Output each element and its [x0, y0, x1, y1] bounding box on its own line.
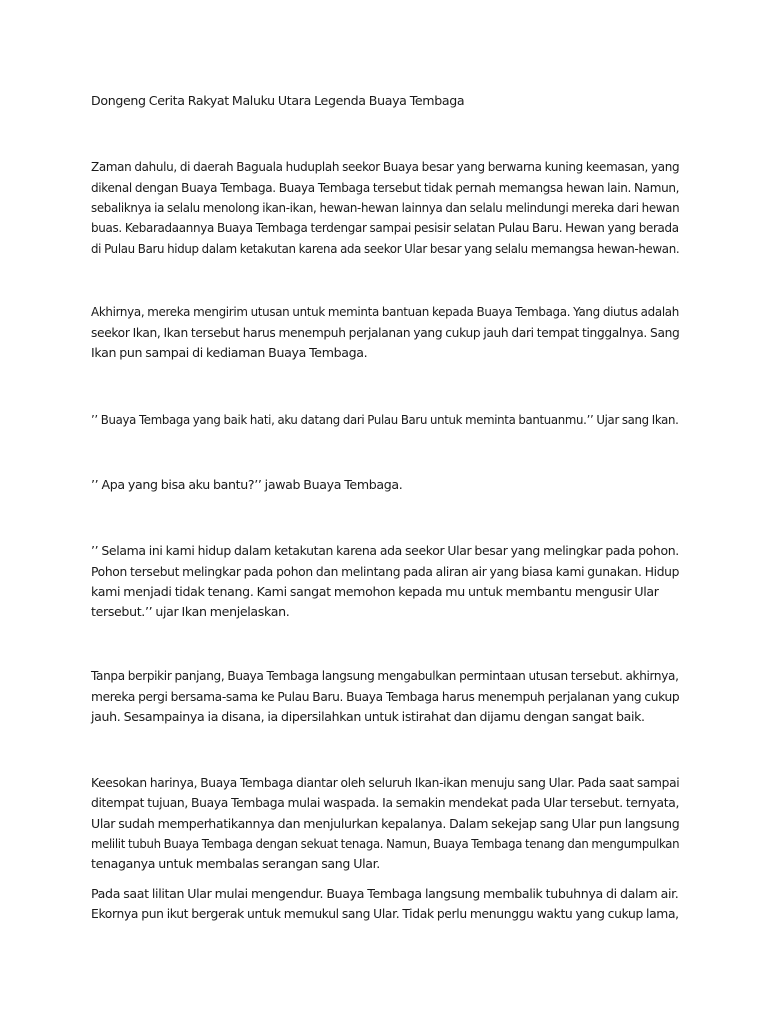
- text-line: ’’ Selama ini kami hidup dalam ketakutan karena ada seekor Ular besar yang melingkar pada pohon.: [91, 543, 679, 558]
- text-line: Akhirnya, mereka mengirim utusan untuk meminta bantuan kepada Buaya Tembaga. Yang diutus adalah: [91, 304, 679, 319]
- text-line: tenaganya untuk membalas serangan sang Ular.: [91, 856, 380, 871]
- text-line: jauh. Sesampainya ia disana, ia dipersilahkan untuk istirahat dan dijamu dengan sangat baik.: [91, 709, 645, 724]
- text-line: Pohon tersebut melingkar pada pohon dan melintang pada aliran air yang biasa kami gunakan. Hidup: [91, 564, 680, 579]
- text-line: Keesokan harinya, Buaya Tembaga diantar oleh seluruh Ikan-ikan menuju sang Ular. Pada saat sampai: [91, 775, 680, 790]
- text-line: sebaliknya ia selalu menolong ikan-ikan, hewan-hewan lainnya dan selalu melindungi mereka dari hewan: [91, 200, 680, 215]
- text-line: seekor Ikan, Ikan tersebut harus menempuh perjalanan yang cukup jauh dari tempat tinggalnya. Sang: [91, 325, 680, 340]
- text-line: ’’ Apa yang bisa aku bantu?’’ jawab Buaya Tembaga.: [91, 477, 403, 492]
- text-line: Ikan pun sampai di kediaman Buaya Tembaga.: [91, 345, 368, 360]
- text-line: tersebut.’’ ujar Ikan menjelaskan.: [91, 604, 290, 619]
- text-line: di Pulau Baru hidup dalam ketakutan karena ada seekor Ular besar yang selalu memangsa hewan-hewan.: [91, 241, 680, 256]
- text-line: Tanpa berpikir panjang, Buaya Tembaga langsung mengabulkan permintaan utusan tersebut. akhirnya,: [91, 668, 679, 683]
- text-line: melilit tubuh Buaya Tembaga dengan sekuat tenaga. Namun, Buaya Tembaga tenang dan mengumpulkan: [91, 836, 680, 851]
- text-line: Zaman dahulu, di daerah Baguala huduplah seekor Buaya besar yang berwarna kuning keemasan, yang: [91, 159, 680, 174]
- text-line: ’’ Buaya Tembaga yang baik hati, aku datang dari Pulau Baru untuk meminta bantuanmu.’’ Ujar sang Ikan.: [91, 412, 679, 427]
- text-line: kami menjadi tidak tenang. Kami sangat memohon kepada mu untuk membantu mengusir Ular: [91, 584, 659, 599]
- text-line: dikenal dengan Buaya Tembaga. Buaya Tembaga tersebut tidak pernah memangsa hewan lain. Namun,: [91, 180, 680, 195]
- text-line: Ular sudah memperhatikannya dan menjulurkan kepalanya. Dalam sekejap sang Ular pun langsung: [91, 816, 680, 831]
- text-line: buas. Kebaradaannya Buaya Tembaga terdengar sampai pesisir selatan Pulau Baru. Hewan yang berada: [91, 220, 679, 235]
- text-line: Ekornya pun ikut bergerak untuk memukul sang Ular. Tidak perlu menunggu waktu yang cukup lama,: [91, 906, 679, 921]
- document-title: Dongeng Cerita Rakyat Maluku Utara Legenda Buaya Tembaga: [91, 93, 465, 108]
- text-line: ditempat tujuan, Buaya Tembaga mulai waspada. Ia semakin mendekat pada Ular tersebut. ternyata,: [91, 795, 680, 810]
- text-line: Pada saat lilitan Ular mulai mengendur. Buaya Tembaga langsung membalik tubuhnya di dalam air.: [91, 886, 679, 901]
- text-line: mereka pergi bersama-sama ke Pulau Baru. Buaya Tembaga harus menempuh perjalanan yang cukup: [91, 689, 680, 704]
